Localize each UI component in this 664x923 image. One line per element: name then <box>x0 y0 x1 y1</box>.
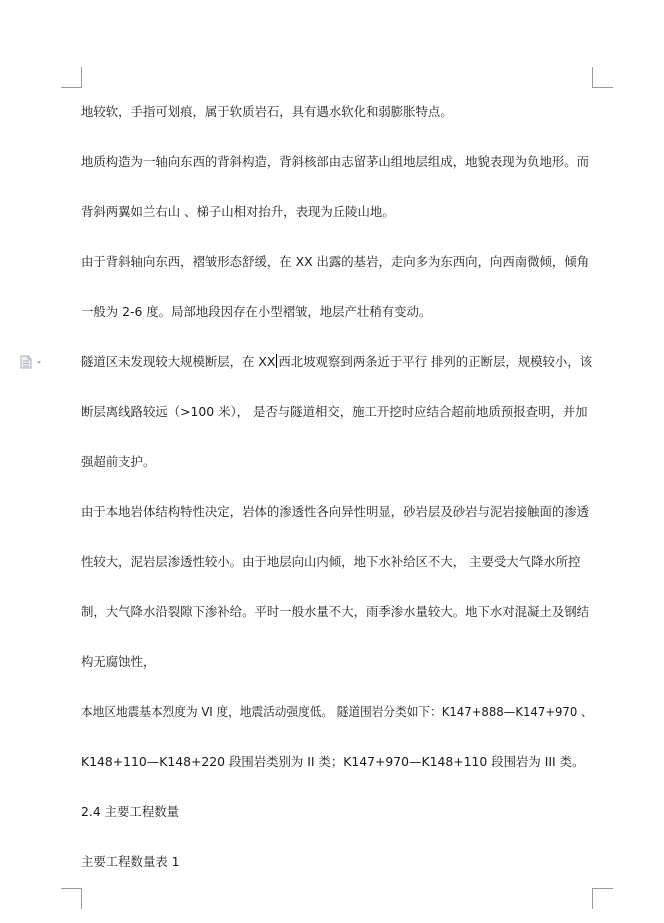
text-segment: 隧道区未发现较大规模断层，在 XX <box>81 354 276 369</box>
text-line: 制，大气降水沿裂隙下渗补给。平时一般水量不大，雨季渗水量较大。地下水对混凝土及钢结 <box>81 604 590 619</box>
text-line: 强超前支护。 <box>81 454 156 469</box>
margin-corner-top-right <box>592 67 613 88</box>
table-caption: 主要工程数量表 1 <box>81 854 180 869</box>
margin-corner-bottom-right <box>592 888 613 909</box>
text-line: 地质构造为一轴向东西的背斜构造，背斜核部由志留茅山组地层组成，地貌表现为负地形。而 <box>81 154 590 169</box>
text-line: 由于本地岩体结构特性决定，岩体的渗透性各向异性明显，砂岩层及砂岩与泥岩接触面的渗透 <box>81 504 590 519</box>
text-line: 由于背斜轴向东西，褶皱形态舒缓，在 XX 出露的基岩，走向多为东西向，向西南微倾，倾角 <box>81 254 590 269</box>
text-line: K148+110—K148+220 段围岩类别为 II 类；K147+970—K148+110 段围岩为 III 类。 <box>81 754 585 769</box>
text-segment: 西北坡观察到两条近于平行 排列的正断层，规模较小，该 <box>278 354 593 369</box>
text-line: 构无腐蚀性， <box>81 654 156 669</box>
text-line: 一般为 2-6 度。局部地段因存在小型褶皱，地层产壮稍有变动。 <box>81 304 432 319</box>
text-line: 背斜两翼如兰右山 、梯子山相对抬升，表现为丘陵山地。 <box>81 204 395 219</box>
text-line: 地较软，手指可划痕，属于软质岩石，具有遇水软化和弱膨胀特点。 <box>81 104 453 119</box>
text-line-with-cursor <box>81 354 592 370</box>
margin-corner-bottom-left <box>61 888 82 909</box>
text-line: 本地区地震基本烈度为 VI 度，地震活动强度低。 隧道围岩分类如下：K147+888—K147+970 、 <box>81 704 593 719</box>
text-line: 性较大，泥岩层渗透性较小。由于地层向山内倾，地下水补给区不大， 主要受大气降水所控 <box>81 554 581 569</box>
section-heading: 2.4 主要工程数量 <box>81 804 179 819</box>
margin-corner-top-left <box>61 67 82 88</box>
paragraph-menu-icon[interactable] <box>20 354 44 368</box>
text-line: 断层离线路较远（>100 米）， 是否与隧道相交，施工开挖时应结合超前地质预报查明，并加 <box>81 404 588 419</box>
